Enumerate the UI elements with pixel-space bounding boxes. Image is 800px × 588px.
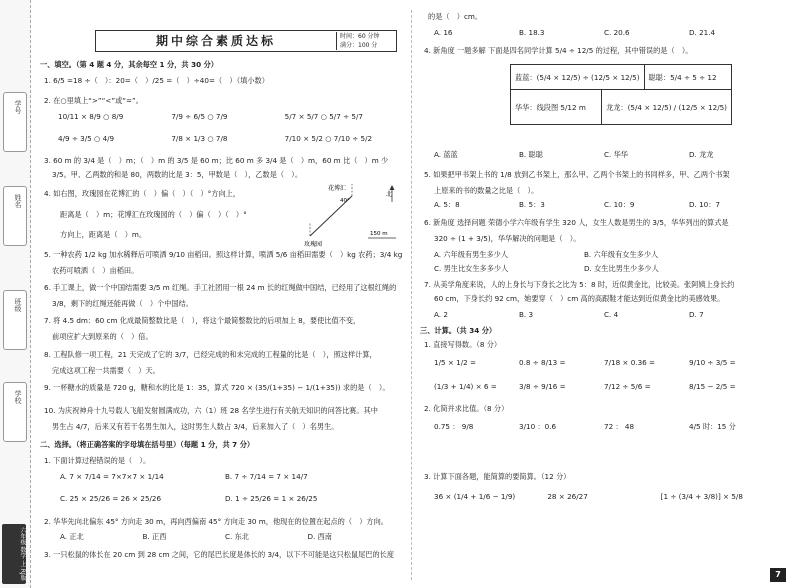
table-cell: 蓝蓝：(5/4 × 12/5) ÷ (12/5 × 12/5) [511,65,645,89]
calc-item[interactable]: 1/5 × 1/2 = [434,358,477,367]
choice-option[interactable]: C. 20.6 [604,28,630,37]
choice-4: 4. 新角度 一题多解 下面是四名同学计算 5/4 ÷ 12/5 的过程，其中错误的是（ ）。 [424,46,693,55]
question-6-line-2: 3/8，剩下的红绳还能再做（ ）个中国结。 [52,299,193,308]
grade-band: 六年级 数学 上 RJ版 [2,524,26,584]
binding-margin [0,0,31,588]
question-9: 9. 一杯糖水的质量是 720 g，糖和水的比是 1：35，算式 720 × (35/(1+35) − 1/(1+35)) 求的是（ ）。 [44,383,390,392]
choice-option[interactable]: A. 2 [434,310,448,319]
student-id-label: 学号 [14,100,22,114]
choice-6-options-row-2 [434,264,734,273]
choice-5-line-2: 上原来的书的数量之比是（ ）。 [434,186,539,195]
question-10-line-1: 10. 为庆祝神舟十九号载人飞船发射圆满成功，六（1）班 28 名学生进行有关航天知识的问答比赛。其中 [44,406,378,415]
choice-option[interactable]: B. 18.3 [519,28,545,37]
table-cell: 华华：线段图 5/12 m [511,90,602,124]
calc-item[interactable]: 0.8 ÷ 8/13 = [519,358,566,367]
exam-title-bar [95,30,397,52]
choice-option[interactable]: C. 东北 [225,532,249,541]
class-label: 班级 [14,298,22,312]
table-cell: 聪聪：5/4 ÷ 5 ÷ 12 [648,72,717,82]
section-3-heading: 三、计算。（共 34 分） [420,326,497,335]
calc-item[interactable]: (1/3 + 1/4) × 6 = [434,382,497,391]
solutions-table [510,64,732,125]
page-number: 7 [770,568,786,582]
choice-option[interactable]: D. 西南 [307,532,332,541]
question-4-line-2: 距离是（ ）m；花博汇在玫瑰园的（ ）偏（ ）（ ）° [60,210,247,219]
question-8-line-2: 完成这项工程一共需要（ ）天。 [52,366,160,375]
choice-2: 2. 华华先向北偏东 45° 方向走 30 m，再向西偏南 45° 方向走 30 m，他现在的位置在起点的（ ）方向。 [44,517,388,526]
choice-option[interactable]: D. 21.4 [689,28,716,37]
choice-option[interactable]: A. 7 × 7/14 = 7×7×7 × 1/14 [60,472,164,481]
question-5-line-1: 5. 一种农药 1/2 kg 加水稀释后可喷洒 9/10 亩稻田。照这样计算，喷洒 5/6 亩稻田需要（ ）kg 农药；3/4 kg [44,250,403,259]
north-arrow-head-icon [390,185,395,190]
map-angle-label: 40° [340,198,350,204]
q2-item[interactable]: 10/11 × 8/9 ○ 8/9 [58,112,124,121]
choice-3-options [434,28,774,37]
q2-item[interactable]: 5/7 × 5/7 ○ 5/7 ÷ 5/7 [284,112,363,121]
exam-time: 时间：60 分钟 [340,33,380,40]
choice-option[interactable]: A. 蓝蓝 [434,150,458,159]
choice-7-line-1: 7. 从美学角度来说，人的上身长与下身长之比为 5：8 时，近似黄金比，比较美。张阿姨上身长约 [424,280,735,289]
calc-item[interactable]: [1 ÷ (3/4 + 3/8)] × 5/8 [660,492,743,501]
calc-1-row-1 [434,358,774,367]
q2-item[interactable]: 7/10 × 5/2 ○ 7/10 ÷ 5/2 [284,134,373,143]
exam-meta [336,32,396,50]
exam-score: 满分：100 分 [340,42,378,49]
q2-item[interactable]: 7/8 × 1/3 ○ 7/8 [171,134,228,143]
q2-row-1 [58,112,398,121]
choice-option[interactable]: A. 16 [434,28,453,37]
page-title: 期中综合素质达标 [155,33,276,48]
question-5-line-2: 农药可喷洒（ ）亩稻田。 [52,266,139,275]
choice-1: 1. 下面计算过程错误的是（ ）。 [44,456,151,465]
choice-option[interactable]: D. 10：7 [689,200,721,209]
calc-2: 2. 化简并求比值。（8 分） [424,404,509,413]
choice-option[interactable]: D. 7 [689,310,704,319]
calc-2-row [434,422,774,431]
direction-map [300,182,404,248]
column-divider [411,10,412,580]
choice-option[interactable]: A. 六年级有男生多少人 [434,250,509,259]
calc-item[interactable]: 4/5 时：15 分 [689,422,736,431]
choice-option[interactable]: B. 正西 [142,532,167,541]
question-4-line-1: 4. 如右图，玫瑰园在花博汇的（ ）偏（ ）（ ）°方向上， [44,189,241,198]
calc-item[interactable]: 7/12 ÷ 5/6 = [604,382,651,391]
choice-1-options-row-2 [60,494,390,503]
question-3-line-1: 3. 60 m 的 3/4 是（ ）m；（ ）m 的 3/5 是 60 m；比 60 m 多 3/4 是（ ）m，60 m 比（ ）m 少 [44,156,389,165]
question-10-line-2: 男生占 4/7，后来又有若干名男生加入，这时男生人数占 3/4，后来加入了（ ）名男生。 [52,422,339,431]
table-row [511,65,731,90]
choice-4-options [434,150,774,159]
choice-6-line-1: 6. 新角度 选择问题 荣德小学六年级有学生 320 人，女生人数是男生的 3/5，华华列出的算式是 [424,218,729,227]
q2-item[interactable]: 7/9 ÷ 6/5 ○ 7/9 [171,112,228,121]
choice-option[interactable]: C. 10：9 [604,200,635,209]
choice-2-options [60,532,390,541]
choice-6-line-2: 320 ÷ (1 + 3/5)，华华解决的问题是（ ）。 [434,234,581,243]
question-3-line-2: 3/5。甲、乙两数的和是 80，两数的比是 3：5，甲数是（ ），乙数是（ ）。 [52,170,303,179]
school-label: 学校 [14,390,22,404]
choice-option[interactable]: D. 龙龙 [689,150,714,159]
calc-item[interactable]: 28 × 26/27 [547,492,588,501]
map-top-label: 花博汇 [328,185,347,192]
choice-option[interactable]: C. 25 × 25/26 = 26 × 25/26 [60,494,162,503]
choice-option[interactable]: B. 六年级有女生多少人 [584,250,659,259]
calc-item[interactable]: 36 × (1/4 + 1/6 − 1/9) [434,492,516,501]
section-2-heading: 二、选择。（将正确答案的字母填在括号里）（每题 1 分，共 7 分） [40,440,255,449]
choice-option[interactable]: C. 华华 [604,150,628,159]
calc-item[interactable]: 3/10 ：0.6 [519,422,557,431]
calc-item[interactable]: 8/15 − 2/5 = [689,382,736,391]
map-bottom-label: 玫瑰园 [304,241,323,248]
choice-option[interactable]: D. 女生比男生少多少人 [584,264,659,273]
choice-1-options-row-1 [60,472,390,481]
choice-option[interactable]: B. 3 [519,310,534,319]
table-cell: 龙龙：(5/4 × 12/5) / (12/5 × 12/5) [606,102,727,112]
choice-5-line-1: 5. 如果把甲书架上书的 1/8 放到乙书架上，那么甲、乙两个书架上的书同样多，甲、乙两个书架 [424,170,730,179]
section-1-heading: 一、填空。（第 4 题 4 分，其余每空 1 分，共 30 分） [40,60,218,69]
name-label: 姓名 [14,194,22,208]
calc-item[interactable]: 72 ： 48 [604,422,635,431]
choice-option[interactable]: B. 聪聪 [519,150,543,159]
calc-1-row-2 [434,382,774,391]
choice-6-options-row-1 [434,250,734,259]
question-1: 1. 6/5 =18 ÷（ ）：20=（ ）/25 =（ ）÷40=（ ）（填小数） [44,76,269,85]
calc-3: 3. 计算下面各题，能简算的要简算。（12 分） [424,472,571,481]
question-4-line-3: 方向上，距离是（ ）m。 [60,230,147,239]
table-row [511,90,731,124]
choice-option[interactable]: C. 男生比女生多多少人 [434,264,509,273]
choice-option[interactable]: A. 5：8 [434,200,460,209]
choice-3-continued: 的是（ ）cm。 [428,12,483,21]
choice-option[interactable]: B. 7 ÷ 7/14 = 7 × 14/7 [225,472,308,481]
choice-3: 3. 一只松鼠的体长在 20 cm 到 28 cm 之间，它的尾巴长度是体长的 3/4，以下不可能是这只松鼠尾巴的长度 [44,550,395,559]
scale-label: 150 m [370,231,388,237]
north-label: 北 [386,191,393,198]
choice-option[interactable]: C. 4 [604,310,619,319]
question-7-line-1: 7. 将 4.5 dm：60 cm 化成最简整数比是（ ），将这个最简整数比的后项加上 8，要使比值不变， [44,316,361,325]
choice-option[interactable]: B. 5：3 [519,200,545,209]
q2-row-2 [58,134,398,143]
question-6-line-1: 6. 手工课上，做一个中国结需要 3/5 m 红绳。手工社团用一根 24 m 长的红绳做中国结，已经用了这根红绳的 [44,283,397,292]
calc-item[interactable]: 7/18 × 0.36 = [604,358,656,367]
question-7-line-2: 前项应扩大到原来的（ ）倍。 [52,332,153,341]
calc-1: 1. 直接写得数。（8 分） [424,340,502,349]
choice-option[interactable]: A. 正北 [60,532,84,541]
calc-item[interactable]: 0.75 ： 9/8 [434,422,474,431]
calc-item[interactable]: 3/8 ÷ 9/16 = [519,382,566,391]
question-2: 2. 在○里填上“>”“<”或“=”。 [44,96,143,105]
choice-5-options [434,200,774,209]
question-8-line-1: 8. 工程队修一项工程，21 天完成了它的 3/7，已经完成的和未完成的工程量的比是（ ），照这样计算， [44,350,377,359]
choice-7-options [434,310,774,319]
q2-item[interactable]: 4/9 ÷ 3/5 ○ 4/9 [58,134,115,143]
choice-7-line-2: 60 cm，下身长约 92 cm，她要穿（ ）cm 高的高跟鞋才能达到近似黄金比的美感效果。 [434,294,725,303]
calc-item[interactable]: 9/10 ÷ 3/5 = [689,358,736,367]
calc-3-row [434,492,774,501]
choice-option[interactable]: D. 1 ÷ 25/26 = 1 × 26/25 [225,494,318,503]
